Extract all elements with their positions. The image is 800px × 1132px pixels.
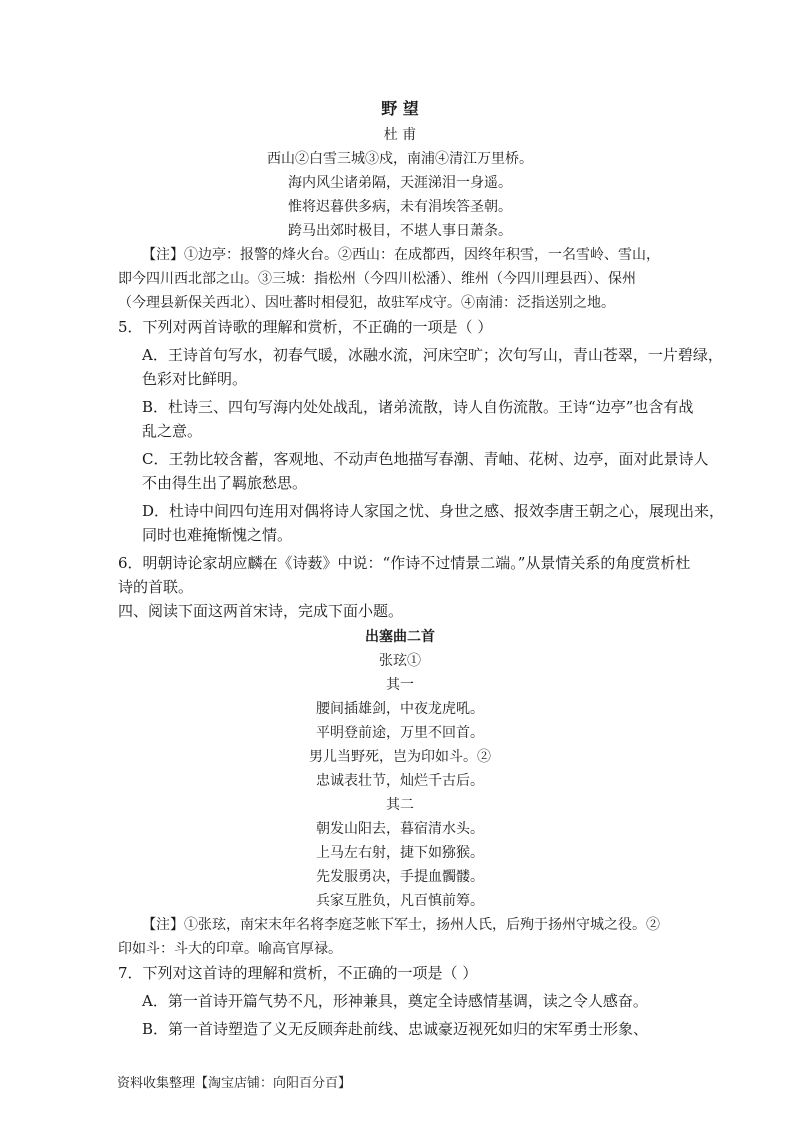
- poem1-line: 海内风尘诸弟隔，天涯涕泪一身遥。: [288, 175, 512, 191]
- question-7-option-b: B．第一首诗塑造了义无反顾奔赴前线、忠诚豪迈视死如归的宋军勇士形象、: [142, 1020, 649, 1038]
- poem1-note: 即今四川西北部之山。③三城：指松州（今四川松潘）、维州（今四川理县西）、保州: [118, 271, 636, 287]
- poem2-line: 上马左右射，捷下如猕猴。: [316, 845, 484, 861]
- question-6-stem-cont: 诗的首联。: [118, 578, 194, 596]
- question-5-option-b: B．杜诗三、四句写海内处处战乱，诸弟流散，诗人自伤流散。王诗“边亭”也含有战: [142, 398, 694, 416]
- poem2-note: 印如斗：斗大的印章。喻高官厚禄。: [118, 941, 342, 957]
- question-7-option-a: A．第一首诗开篇气势不凡，形神兼具，奠定全诗感情基调，读之令人感奋。: [142, 992, 648, 1010]
- poem2-author: 张玹①: [379, 653, 421, 669]
- poem1-line: 跨马出郊时极目，不堪人事日萧条。: [288, 223, 512, 239]
- poem1-author: 杜 甫: [383, 127, 417, 143]
- poem2-line: 忠诚表壮节，灿烂千古后。: [316, 773, 484, 789]
- poem1-note: （今理县新保关西北）、因吐蕃时相侵犯，故驻军戍守。④南浦：泛指送别之地。: [118, 295, 615, 311]
- question-5-option-a: A．王诗首句写水，初春气暖，冰融水流，河床空旷；次句写山，青山苍翠，一片碧绿，: [142, 346, 723, 364]
- question-5-option-a-cont: 色彩对比鲜明。: [142, 370, 248, 388]
- section-4-heading: 四、阅读下面这两首宋诗，完成下面小题。: [118, 602, 404, 620]
- poem1-title: 野 望: [381, 99, 419, 118]
- poem1-line: 西山②白雪三城③戍，南浦④清江万里桥。: [267, 151, 533, 167]
- question-6-stem: 6．明朝诗论家胡应麟在《诗薮》中说：“作诗不过情景二端。”从景情关系的角度赏析杜: [118, 554, 691, 572]
- question-5-option-c-cont: 不由得生出了羁旅愁思。: [142, 474, 308, 492]
- poem1-note: 【注】①边亭：报警的烽火台。②西山：在成都西，因终年积雪，一名雪岭、雪山，: [142, 247, 660, 263]
- poem2-title: 出塞曲二首: [365, 629, 435, 645]
- poem2-part2-title: 其二: [386, 797, 414, 813]
- question-7-stem: 7．下列对这首诗的理解和赏析，不正确的一项是（ ）: [118, 964, 478, 982]
- poem2-line: 腰间插雄剑，中夜龙虎吼。: [316, 701, 484, 717]
- page-footer: 资料收集整理【淘宝店铺：向阳百分百】: [117, 1076, 352, 1091]
- question-5-option-d-cont: 同时也难掩惭愧之情。: [142, 526, 293, 544]
- poem2-line: 朝发山阳去，暮宿清水头。: [316, 821, 484, 837]
- poem1-line: 惟将迟暮供多病，未有涓埃答圣朝。: [288, 199, 512, 215]
- question-5-option-c: C．王勃比较含蓄，客观地、不动声色地描写春潮、青岫、花树、边亭，面对此景诗人: [142, 450, 709, 468]
- poem2-note: 【注】①张玹，南宋末年名将李庭芝帐下军士，扬州人氏，后殉于扬州守城之役。②: [142, 917, 660, 933]
- poem2-line: 男儿当野死，岂为印如斗。②: [309, 749, 491, 765]
- poem2-line: 先发服勇决，手提血髑髅。: [316, 869, 484, 885]
- question-5-stem: 5．下列对两首诗歌的理解和赏析，不正确的一项是（ ）: [118, 318, 493, 336]
- poem2-line: 平明登前途，万里不回首。: [316, 725, 484, 741]
- poem2-part1-title: 其一: [386, 677, 414, 693]
- question-5-option-d: D．杜诗中间四句连用对偶将诗人家国之忧、身世之感、报效李唐王朝之心，展现出来，: [142, 502, 725, 520]
- poem2-line: 兵家互胜负，凡百慎前筹。: [316, 893, 484, 909]
- question-5-option-b-cont: 乱之意。: [142, 422, 203, 440]
